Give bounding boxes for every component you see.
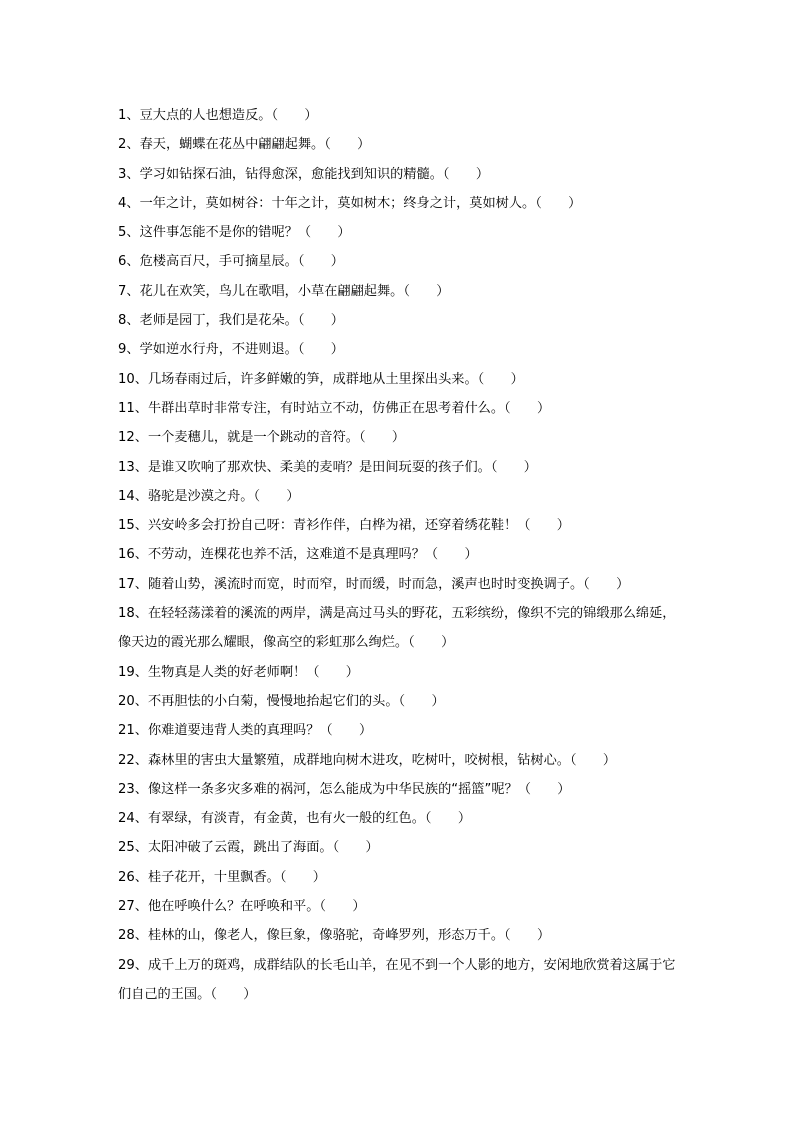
question-item-28: 28、桂林的山，像老人，像巨象，像骆驼，奇峰罗列，形态万千。（ ） [118, 928, 551, 944]
question-item-25: 25、太阳冲破了云霞，跳出了海面。（ ） [118, 840, 379, 856]
question-item-7: 7、花儿在欢笑，鸟儿在歌唱，小草在翩翩起舞。（ ） [118, 283, 450, 299]
question-item-21: 21、你难道要违背人类的真理吗？（ ） [118, 723, 373, 739]
question-item-14: 14、骆驼是沙漠之舟。（ ） [118, 488, 300, 504]
question-item-23: 23、像这样一条多灾多难的祸河，怎么能成为中华民族的“摇篮”呢？（ ） [118, 781, 571, 797]
question-item-5: 5、这件事怎能不是你的错呢？（ ） [118, 225, 351, 241]
question-item-9: 9、学如逆水行舟，不进则退。（ ） [118, 342, 344, 358]
question-item-1: 1、豆大点的人也想造反。（ ） [118, 108, 318, 123]
question-item-11: 11、牛群出草时非常专注，有时站立不动，仿佛正在思考着什么。（ ） [118, 400, 551, 416]
question-item-13: 13、是谁又吹响了那欢快、柔美的麦哨？是田间玩耍的孩子们。（ ） [118, 459, 537, 475]
question-item-19: 19、生物真是人类的好老师啊！（ ） [118, 664, 359, 680]
question-item-2: 2、春天，蝴蝶在花丛中翩翩起舞。（ ） [118, 137, 371, 153]
question-item-22: 22、森林里的害虫大量繁殖，成群地向树木进攻，吃树叶，咬树根，钻树心。（ ） [118, 752, 617, 768]
question-item-18: 18、在轻轻荡漾着的溪流的两岸，满是高过马头的野花，五彩缤纷，像织不完的锦缎那么绵延，像天边的霞光那么耀眼，像高空的彩虹那么绚烂。（ ） [118, 606, 676, 651]
question-item-12: 12、一个麦穗儿，就是一个跳动的音符。（ ） [118, 430, 406, 446]
question-item-17: 17、随着山势，溪流时而宽，时而窄，时而缓，时而急，溪声也时时变换调子。（ ） [118, 576, 630, 592]
question-item-8: 8、老师是园丁，我们是花朵。（ ） [118, 313, 344, 329]
question-item-16: 16、不劳动，连棵花也养不活，这难道不是真理吗？（ ） [118, 547, 478, 563]
question-list [118, 101, 680, 1009]
question-item-3: 3、学习如钻探石油，钻得愈深，愈能找到知识的精髓。（ ） [118, 166, 490, 182]
question-item-4: 4、一年之计，莫如树谷：十年之计，莫如树木；终身之计，莫如树人。（ ） [118, 195, 582, 211]
question-item-27: 27、他在呼唤什么？在呼唤和平。（ ） [118, 899, 366, 915]
question-item-6: 6、危楼高百尺，手可摘星辰。（ ） [118, 254, 344, 270]
question-item-10: 10、几场春雨过后，许多鲜嫩的笋，成群地从土里探出头来。（ ） [118, 371, 524, 387]
question-item-29: 29、成千上万的斑鸡，成群结队的长毛山羊，在见不到一个人影的地方，安闲地欣赏着这属于它们自己的王国。（ ） [118, 957, 676, 1002]
question-item-20: 20、不再胆怯的小白菊，慢慢地抬起它们的头。（ ） [118, 693, 445, 709]
question-item-24: 24、有翠绿，有淡青，有金黄，也有火一般的红色。（ ） [118, 811, 472, 827]
question-item-26: 26、桂子花开，十里飘香。（ ） [118, 869, 326, 885]
question-item-15: 15、兴安岭多会打扮自己呀：青衫作伴，白桦为裙，还穿着绣花鞋！（ ） [118, 518, 570, 534]
